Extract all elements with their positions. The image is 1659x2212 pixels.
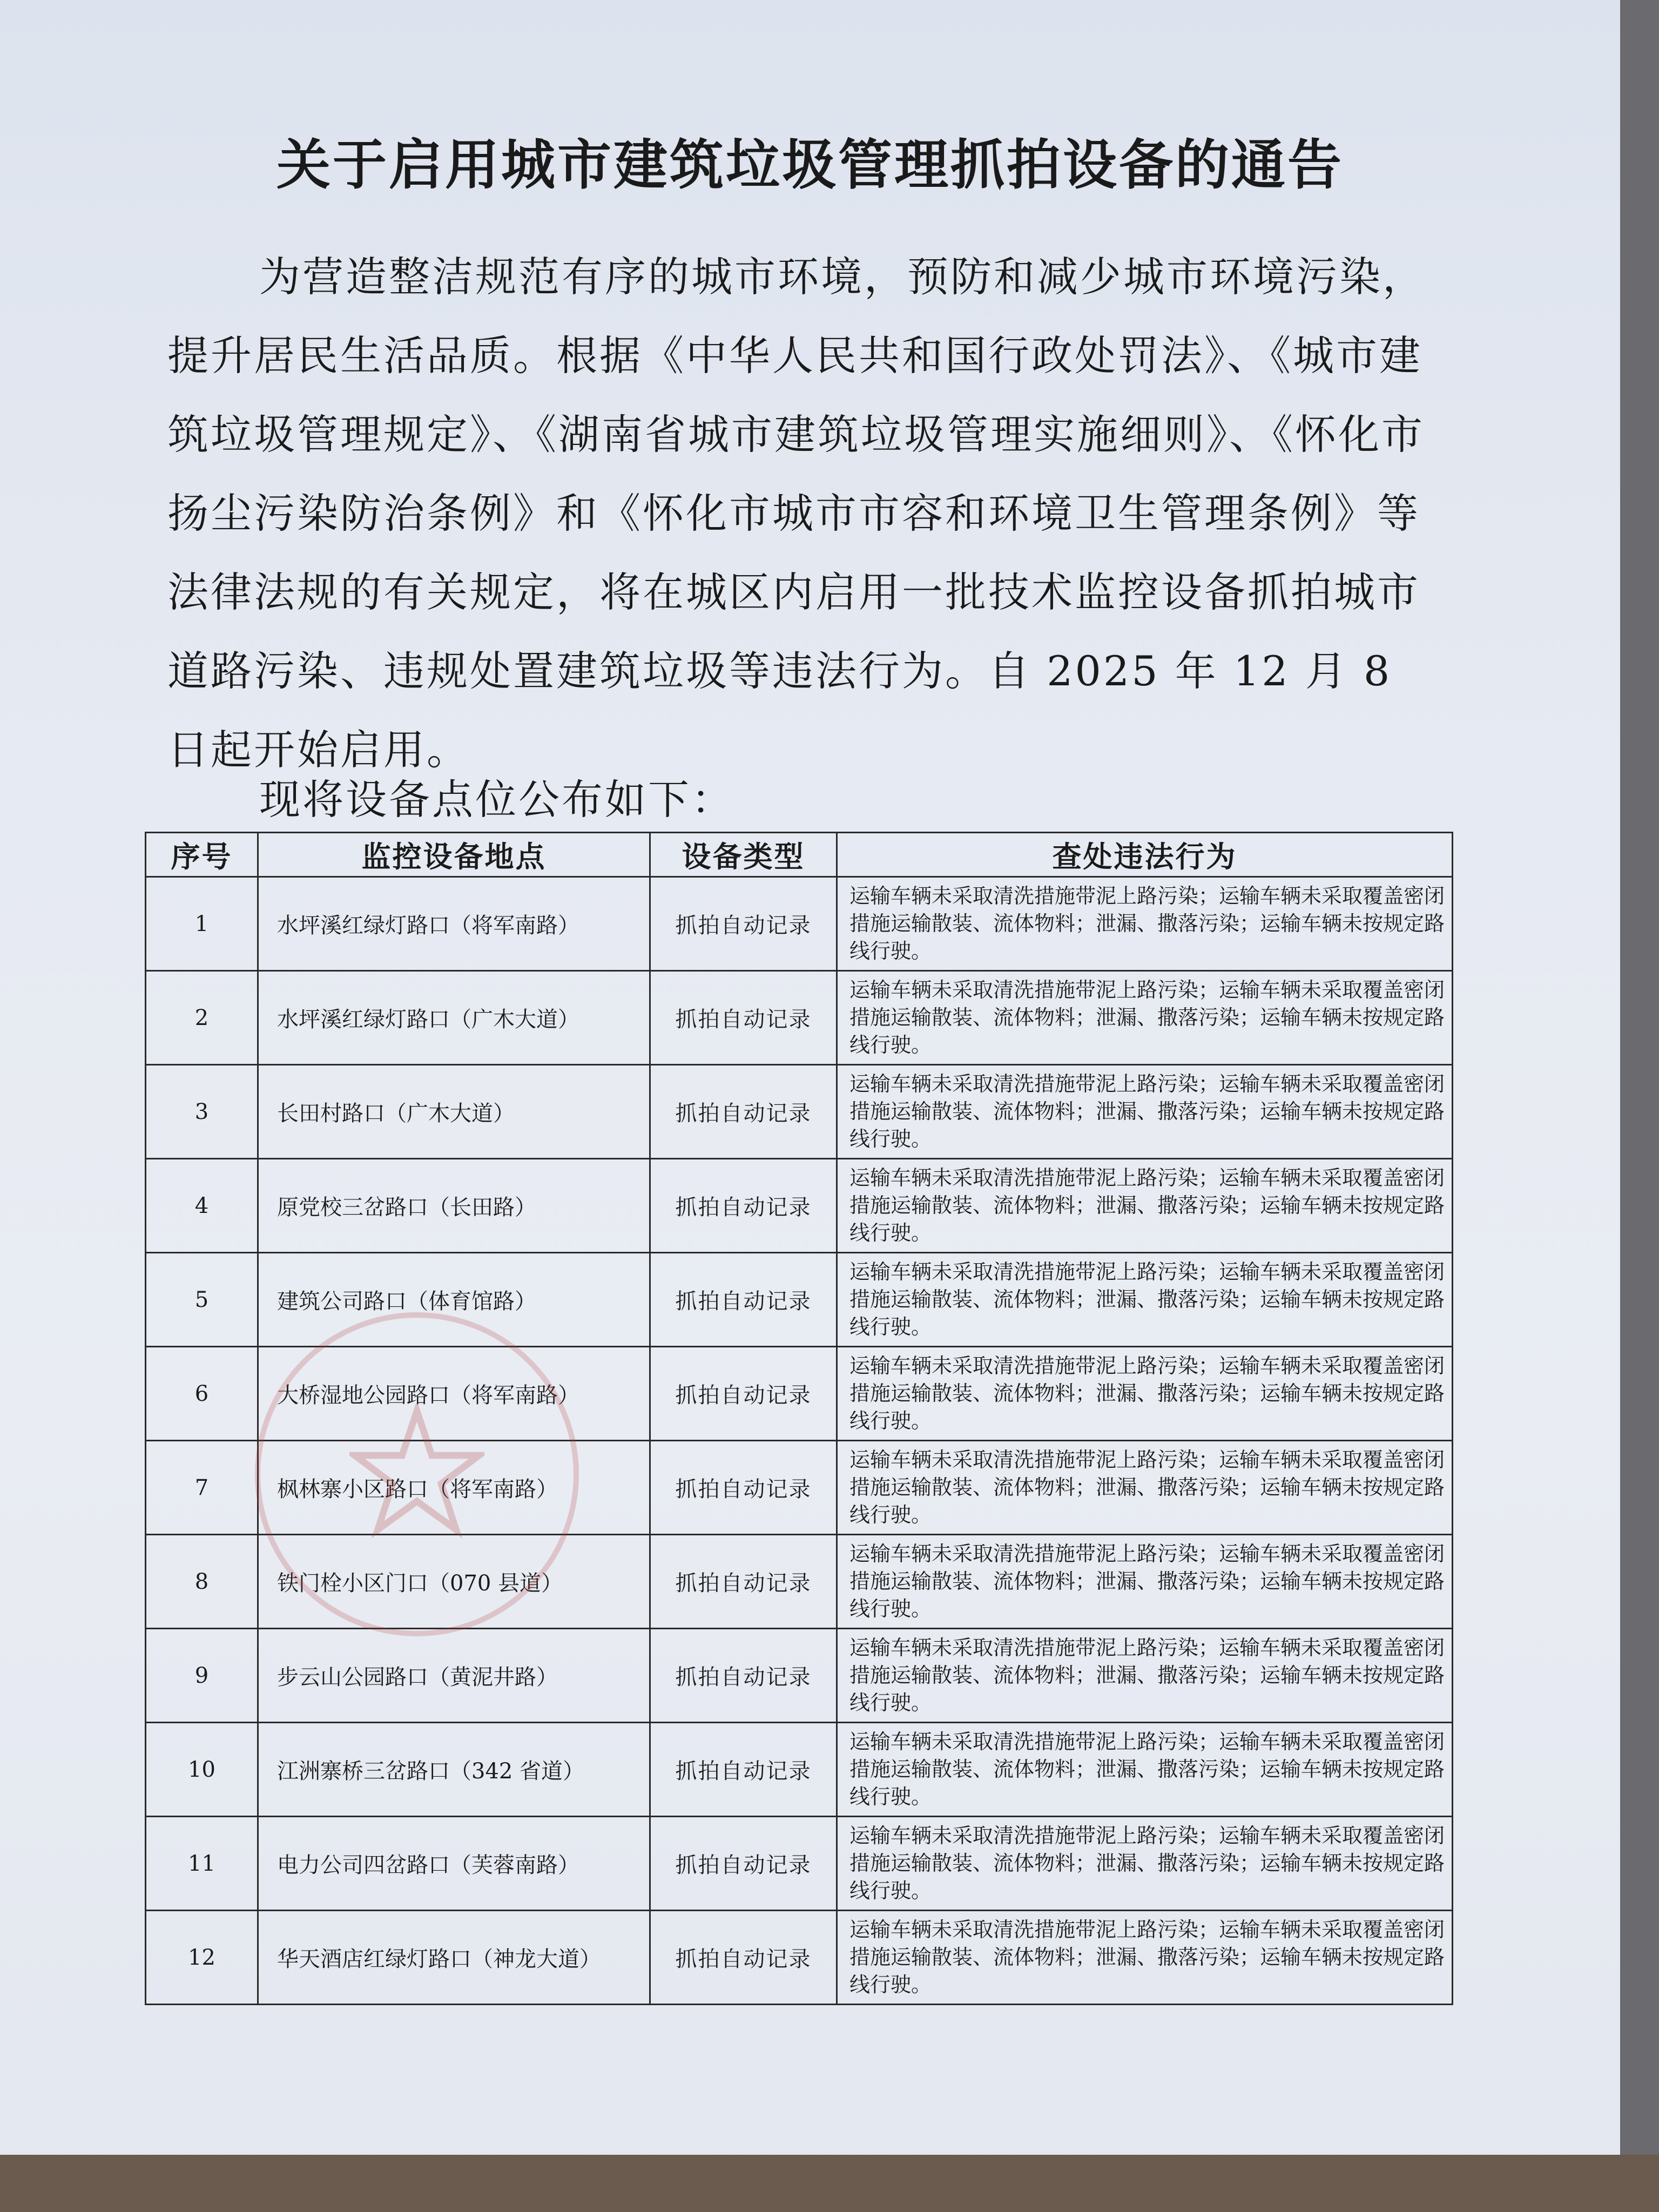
table-row	[146, 1535, 1453, 1629]
table-row	[146, 1441, 1453, 1535]
row-device-type: 抓拍自动记录	[650, 1253, 837, 1347]
row-device-type: 抓拍自动记录	[650, 971, 837, 1065]
row-location: 水坪溪红绿灯路口（将军南路）	[258, 877, 650, 971]
table-surface	[0, 2155, 1659, 2212]
row-location: 大桥湿地公园路口（将军南路）	[258, 1347, 650, 1441]
row-index: 11	[146, 1817, 258, 1911]
row-location: 建筑公司路口（体育馆路）	[258, 1253, 650, 1347]
row-device-type: 抓拍自动记录	[650, 1347, 837, 1441]
row-device-type: 抓拍自动记录	[650, 1723, 837, 1817]
row-index: 10	[146, 1723, 258, 1817]
row-device-type: 抓拍自动记录	[650, 1065, 837, 1159]
table-row	[146, 1347, 1453, 1441]
table-row	[146, 1723, 1453, 1817]
device-table	[145, 832, 1452, 2005]
row-device-type: 抓拍自动记录	[650, 1441, 837, 1535]
row-index: 1	[146, 877, 258, 971]
row-location: 枫林寨小区路口（将军南路）	[258, 1441, 650, 1535]
table-row	[146, 1253, 1453, 1347]
row-index: 3	[146, 1065, 258, 1159]
row-violation: 运输车辆未采取清洗措施带泥上路污染；运输车辆未采取覆盖密闭措施运输散装、流体物料；泄漏、撒落污染；运输车辆未按规定路线行驶。	[837, 1817, 1453, 1911]
row-device-type: 抓拍自动记录	[650, 1159, 837, 1253]
table-intro: 现将设备点位公布如下：	[259, 775, 734, 824]
row-index: 2	[146, 971, 258, 1065]
row-index: 6	[146, 1347, 258, 1441]
row-index: 8	[146, 1535, 258, 1629]
row-violation: 运输车辆未采取清洗措施带泥上路污染；运输车辆未采取覆盖密闭措施运输散装、流体物料；泄漏、撒落污染；运输车辆未按规定路线行驶。	[837, 971, 1453, 1065]
row-location: 华天酒店红绿灯路口（神龙大道）	[258, 1911, 650, 2005]
table-row	[146, 877, 1453, 971]
row-index: 4	[146, 1159, 258, 1253]
header-location: 监控设备地点	[258, 833, 650, 877]
row-location: 电力公司四岔路口（芙蓉南路）	[258, 1817, 650, 1911]
row-violation: 运输车辆未采取清洗措施带泥上路污染；运输车辆未采取覆盖密闭措施运输散装、流体物料；泄漏、撒落污染；运输车辆未按规定路线行驶。	[837, 1441, 1453, 1535]
table-row	[146, 971, 1453, 1065]
row-violation: 运输车辆未采取清洗措施带泥上路污染；运输车辆未采取覆盖密闭措施运输散装、流体物料；泄漏、撒落污染；运输车辆未按规定路线行驶。	[837, 1535, 1453, 1629]
notice-body: 为营造整洁规范有序的城市环境，预防和减少城市环境污染，提升居民生活品质。根据《中华人民共和国行政处罚法》、《城市建筑垃圾管理规定》、《湖南省城市建筑垃圾管理实施细则》、《怀化市扬尘污染防治条例》和《怀化市城市市容和环境卫生管理条例》等法律法规的有关规定，将在城区内启用一批技术监控设备抓拍城市道路污染、违规处置建筑垃圾等违法行为。自 2025 年 12 月 8 日起开始启用。	[167, 253, 1426, 774]
row-index: 9	[146, 1629, 258, 1723]
row-violation: 运输车辆未采取清洗措施带泥上路污染；运输车辆未采取覆盖密闭措施运输散装、流体物料；泄漏、撒落污染；运输车辆未按规定路线行驶。	[837, 1159, 1453, 1253]
row-violation: 运输车辆未采取清洗措施带泥上路污染；运输车辆未采取覆盖密闭措施运输散装、流体物料；泄漏、撒落污染；运输车辆未按规定路线行驶。	[837, 1723, 1453, 1817]
row-index: 5	[146, 1253, 258, 1347]
header-index: 序号	[146, 833, 258, 877]
row-location: 水坪溪红绿灯路口（广木大道）	[258, 971, 650, 1065]
row-index: 12	[146, 1911, 258, 2005]
row-device-type: 抓拍自动记录	[650, 877, 837, 971]
row-device-type: 抓拍自动记录	[650, 1817, 837, 1911]
table-row	[146, 1159, 1453, 1253]
row-violation: 运输车辆未采取清洗措施带泥上路污染；运输车辆未采取覆盖密闭措施运输散装、流体物料；泄漏、撒落污染；运输车辆未按规定路线行驶。	[837, 877, 1453, 971]
header-violation: 查处违法行为	[837, 833, 1453, 877]
row-location: 江洲寨桥三岔路口（342 省道）	[258, 1723, 650, 1817]
row-violation: 运输车辆未采取清洗措施带泥上路污染；运输车辆未采取覆盖密闭措施运输散装、流体物料；泄漏、撒落污染；运输车辆未按规定路线行驶。	[837, 1065, 1453, 1159]
row-location: 步云山公园路口（黄泥井路）	[258, 1629, 650, 1723]
row-device-type: 抓拍自动记录	[650, 1535, 837, 1629]
row-device-type: 抓拍自动记录	[650, 1911, 837, 2005]
notice-title: 关于启用城市建筑垃圾管理抓拍设备的通告	[276, 133, 1344, 197]
table-row	[146, 1911, 1453, 2005]
row-location: 原党校三岔路口（长田路）	[258, 1159, 650, 1253]
row-violation: 运输车辆未采取清洗措施带泥上路污染；运输车辆未采取覆盖密闭措施运输散装、流体物料；泄漏、撒落污染；运输车辆未按规定路线行驶。	[837, 1253, 1453, 1347]
header-device-type: 设备类型	[650, 833, 837, 877]
table-row	[146, 1629, 1453, 1723]
table-header-row	[146, 833, 1453, 877]
row-violation: 运输车辆未采取清洗措施带泥上路污染；运输车辆未采取覆盖密闭措施运输散装、流体物料；泄漏、撒落污染；运输车辆未按规定路线行驶。	[837, 1629, 1453, 1723]
row-location: 铁门栓小区门口（070 县道）	[258, 1535, 650, 1629]
row-violation: 运输车辆未采取清洗措施带泥上路污染；运输车辆未采取覆盖密闭措施运输散装、流体物料；泄漏、撒落污染；运输车辆未按规定路线行驶。	[837, 1347, 1453, 1441]
row-location: 长田村路口（广木大道）	[258, 1065, 650, 1159]
row-violation: 运输车辆未采取清洗措施带泥上路污染；运输车辆未采取覆盖密闭措施运输散装、流体物料；泄漏、撒落污染；运输车辆未按规定路线行驶。	[837, 1911, 1453, 2005]
row-device-type: 抓拍自动记录	[650, 1629, 837, 1723]
row-index: 7	[146, 1441, 258, 1535]
table-row	[146, 1817, 1453, 1911]
table-row	[146, 1065, 1453, 1159]
